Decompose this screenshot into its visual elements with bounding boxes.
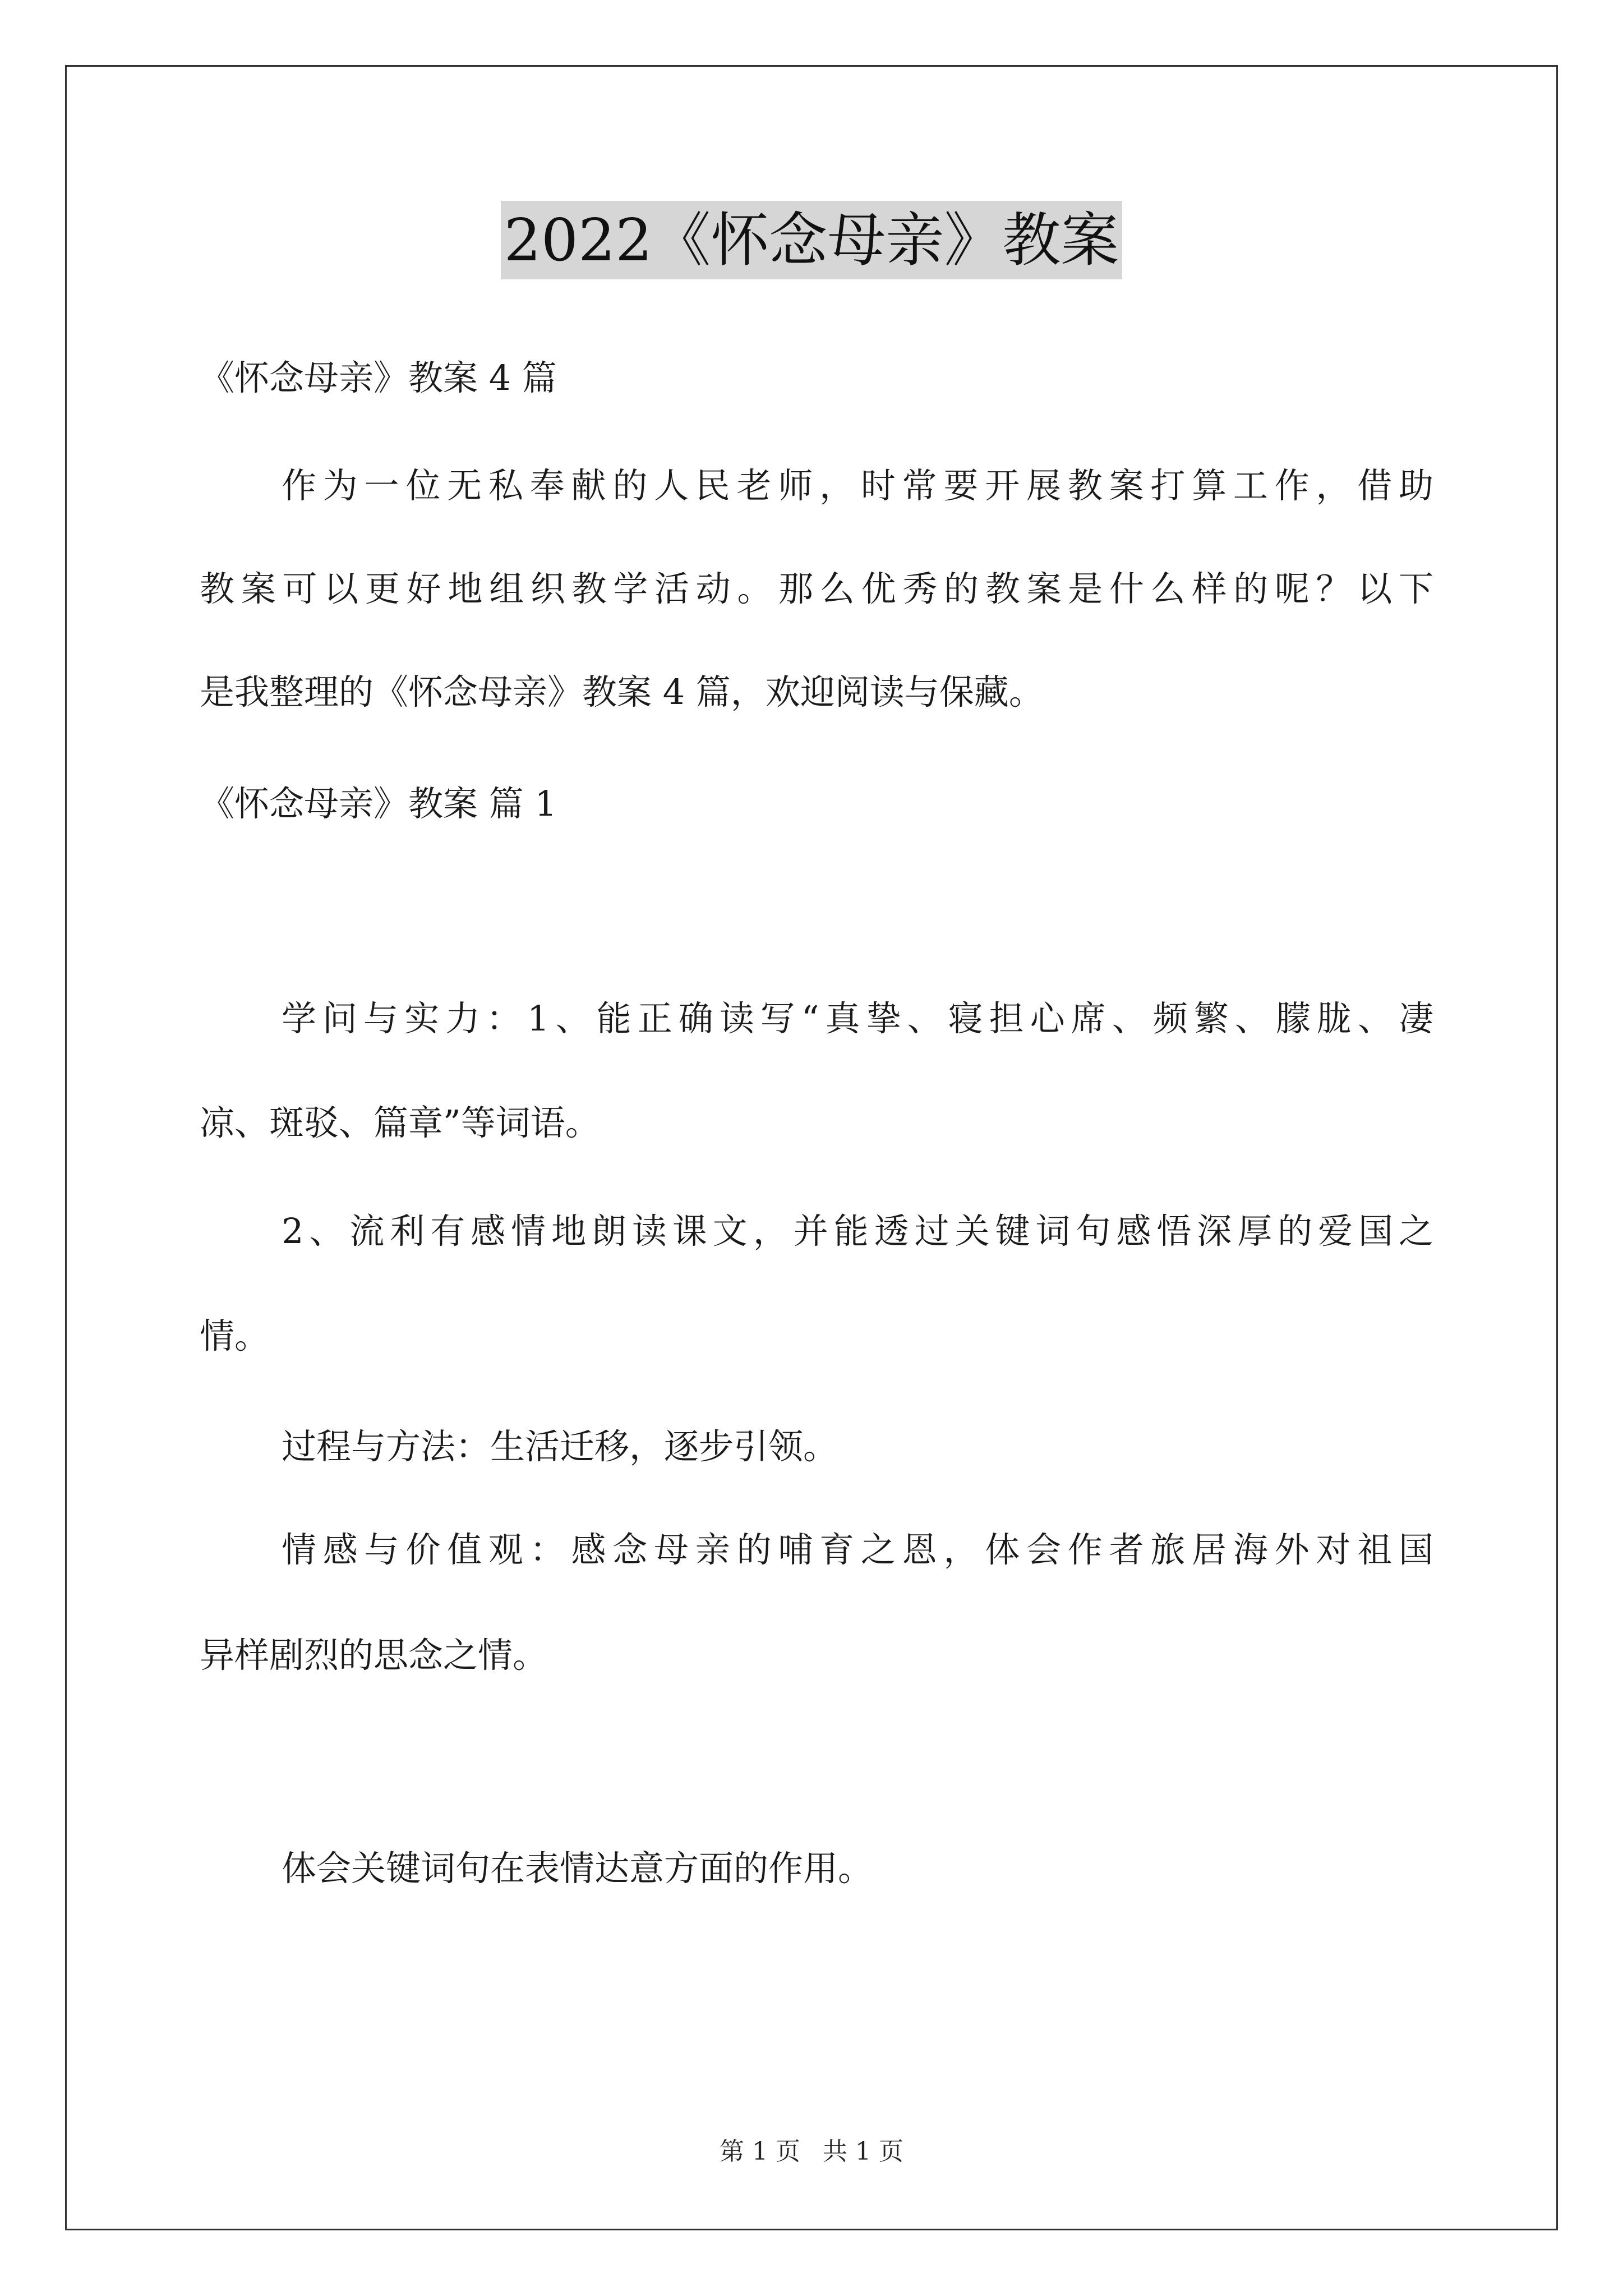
document-title: 2022《怀念母亲》教案 (501, 201, 1123, 279)
intro-line-1: 作为一位无私奉献的人民老师，时常要开展教案打算工作，借助 (282, 465, 1433, 506)
process-line: 过程与方法：生活迁移，逐步引领。 (282, 1426, 838, 1467)
page-total: 共 1 页 (823, 2137, 903, 2166)
document-subtitle: 《怀念母亲》教案 4 篇 (200, 357, 557, 398)
values-line-1: 情感与价值观：感念母亲的哺育之恩，体会作者旅居海外对祖国 (282, 1529, 1433, 1570)
goal-1-line-2: 凉、斑驳、篇章”等词语。 (200, 1102, 600, 1143)
page-current: 第 1 页 (720, 2137, 800, 2166)
values-line-2: 异样剧烈的思念之情。 (200, 1635, 548, 1676)
intro-line-3: 是我整理的《怀念母亲》教案 4 篇，欢迎阅读与保藏。 (200, 671, 1044, 712)
key-point-line: 体会关键词句在表情达意方面的作用。 (282, 1848, 873, 1889)
goal-2-line-1: 2、流利有感情地朗读课文，并能透过关键词句感悟深厚的爱国之 (282, 1211, 1433, 1251)
goal-1-line-1: 学问与实力：1、能正确读写“真挚、寝担心席、频繁、朦胧、凄 (282, 998, 1433, 1039)
section-heading: 《怀念母亲》教案 篇 1 (200, 783, 557, 824)
goal-2-line-2: 情。 (200, 1315, 270, 1356)
title-wrap (0, 201, 1623, 279)
page-footer (0, 2135, 1623, 2169)
intro-line-2: 教案可以更好地组织教学活动。那么优秀的教案是什么样的呢？以下 (200, 568, 1433, 609)
